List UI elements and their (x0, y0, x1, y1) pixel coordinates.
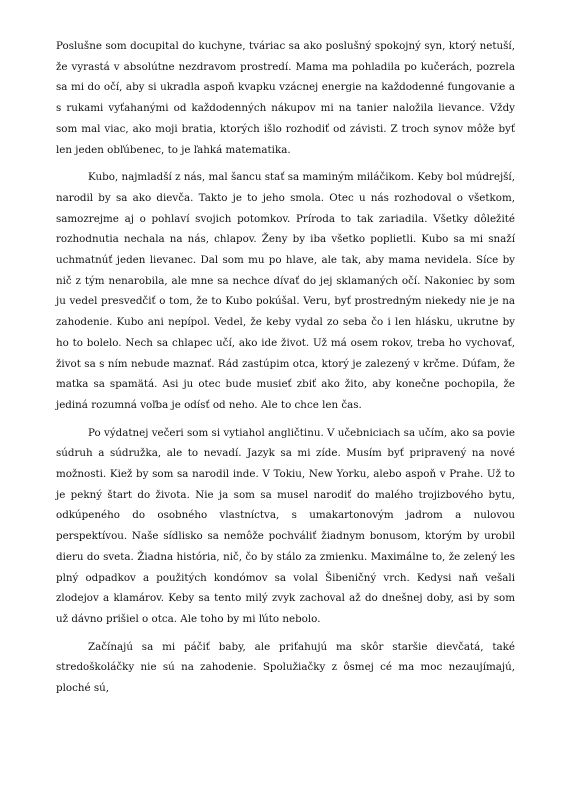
body-text (56, 36, 515, 699)
paragraph-1: Poslušne som docupital do kuchyne, tváriac sa ako poslušný spokojný syn, ktorý netuší, že vyrastá v absolútne nezdravom prostredí. Mama ma pohladila po kučerách, pozrela sa mi do očí, aby si ukradla aspoň kvapku vzácnej energie na každodenné fungovanie a s rukami vyťahanými od každodenných nákupov mi na tanier naložila lievance. Vždy som mal viac, ako moji bratia, ktorých išlo rozhodiť od závisti. Z troch synov môže byť len jeden obľúbenec, to je ľahká matematika. (56, 40, 515, 156)
paragraph-3: Po výdatnej večeri som si vytiahol angličtinu. V učebniciach sa učím, ako sa povie súdruh a súdružka, ale to nevadí. Jazyk sa mi zíde. Musím byť pripravený na nové možnosti. Kiež by som sa narodil inde. V Tokiu, New Yorku, alebo aspoň v Prahe. Už to je pekný štart do života. Nie ja som sa musel narodiť do malého trojizbového bytu, odkúpeného do osobného vlastníctva, s umakartonovým jadrom a nulovou perspektívou. Naše sídlisko sa nemôže pochváliť žiadnym bonusom, ktorým by urobil dieru do sveta. Žiadna história, nič, čo by stálo za zmienku. Maximálne to, že zelený les plný odpadkov a použitých kondómov sa volal Šibeničný vrch. Kedysi naň vešali zlodejov a klamárov. Keby sa tento milý zvyk zachoval až do dnešnej doby, asi by som už dávno prišiel o otca. Ale toho by mi ľúto nebolo. (56, 426, 515, 625)
paragraph-4: Začínajú sa mi páčiť baby, ale priťahujú ma skôr staršie dievčatá, také stredoškoláčky nie sú na zahodenie. Spolužiačky z ôsmej cé ma moc nezaujímajú, ploché sú, (56, 640, 515, 695)
paragraph-2: Kubo, najmladší z nás, mal šancu stať sa maminým miláčikom. Keby bol múdrejší, narodil by sa ako dievča. Takto je to jeho smola. Otec u nás rozhodoval o všetkom, samozrejme aj o pohlaví svojich potomkov. Príroda to tak zariadila. Všetky dôležité rozhodnutia nechala na nás, chlapov. Ženy by iba všetko poplietli. Kubo sa mi snaží uchmatnúť jeden lievanec. Dal som mu po hlave, ale tak, aby mama nevidela. Síce by nič z tým nenarobila, ale mne sa nechce dívať do jej sklamaných očí. Nakoniec by som ju vedel presvedčiť o tom, že to Kubo pokúšal. Veru, byť prostredným niekedy nie je na zahodenie. Kubo ani nepípol. Vedel, že keby vydal zo seba čo i len hlásku, ukrutne by ho to bolelo. Nech sa chlapec učí, ako ide život. Už má osem rokov, treba ho vychovať, život sa s ním nebude maznať. Rád zastúpim otca, ktorý je zalezený v krčme. Dúfam, že matka sa spamätá. Asi ju otec bude musieť zbiť ako žito, aby konečne pochopila, že jediná rozumná voľba je odísť od neho. Ale to chce len čas. (56, 171, 515, 411)
